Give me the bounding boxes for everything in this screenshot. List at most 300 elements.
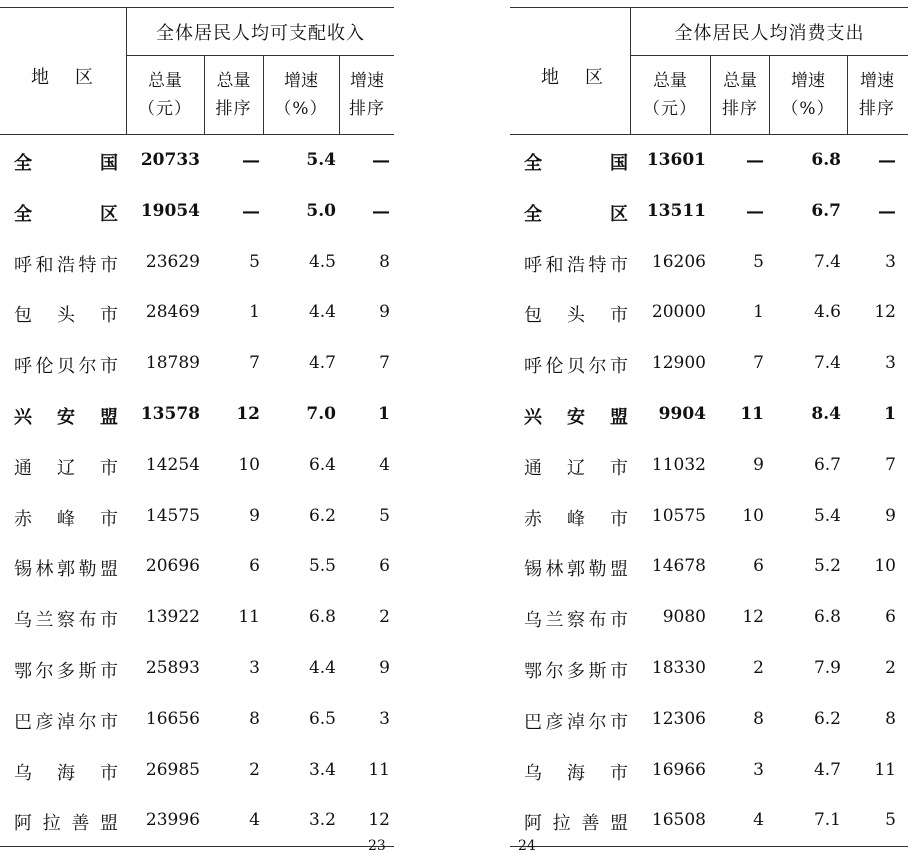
region-name-char: 头 (57, 305, 75, 327)
region-name-char: 峰 (567, 508, 585, 530)
region-name-char: 全 (524, 203, 542, 225)
col-header-line2: 排序 (349, 99, 385, 119)
col-header-growth (770, 56, 846, 134)
table-row (510, 287, 908, 338)
region-name-char: 多 (57, 660, 75, 682)
region-name (524, 403, 628, 429)
region-name-char: 乌 (524, 610, 542, 632)
table-body (510, 135, 908, 846)
value-total: 14254 (145, 454, 200, 475)
value-growth-rank: 3 (885, 353, 896, 374)
region-name-char: 多 (567, 660, 585, 682)
col-header-line1: 总量 (723, 71, 757, 91)
region-name-char: 盟 (609, 813, 628, 835)
table-row (0, 389, 394, 440)
region-name (524, 454, 628, 480)
region-name (524, 251, 628, 277)
region-name-char: 安 (567, 406, 585, 428)
value-growth: 4.7 (813, 759, 841, 780)
region-name-char: 兴 (14, 406, 32, 428)
table-header (0, 8, 394, 135)
col-header-line2: （元） (643, 99, 697, 119)
table-row (0, 795, 394, 846)
value-growth-rank: — (372, 150, 390, 171)
region-name-char: 贝 (567, 356, 585, 378)
value-growth-rank: — (878, 200, 896, 222)
region-name (524, 505, 628, 531)
col-header-line1: 增速 (860, 71, 894, 91)
table-row (0, 135, 394, 186)
region-name (14, 809, 118, 835)
right-page (510, 0, 914, 862)
region-name-char: 和 (545, 254, 564, 276)
value-rank: 6 (753, 556, 764, 577)
value-growth: 7.0 (306, 403, 336, 424)
value-growth-rank: 6 (885, 607, 896, 628)
region-name (14, 149, 118, 175)
region-name-char: 全 (14, 203, 32, 225)
region-name-char: 盟 (610, 406, 628, 428)
region-name (524, 809, 628, 835)
value-total: 13578 (140, 403, 200, 424)
value-growth: 4.4 (308, 302, 336, 323)
value-growth: 6.4 (308, 454, 336, 475)
region-name-char: 市 (100, 610, 118, 632)
region-name-char: 乌 (14, 762, 32, 784)
value-rank: 12 (236, 403, 260, 424)
region-name-char: 市 (610, 305, 628, 327)
value-total: 9904 (658, 403, 706, 424)
region-name-char: 浩 (57, 254, 75, 276)
value-growth: 8.4 (811, 403, 841, 424)
region-name-char: 赤 (524, 508, 542, 530)
value-rank: 10 (742, 505, 764, 526)
value-growth: 6.8 (308, 607, 336, 628)
region-name-char: 辽 (57, 457, 75, 479)
left-page (0, 0, 400, 862)
value-growth: 3.4 (308, 759, 336, 780)
value-growth-rank: 5 (379, 505, 390, 526)
value-growth: 4.5 (308, 251, 336, 272)
value-total: 13511 (646, 200, 706, 221)
region-name-char: 彦 (35, 711, 54, 733)
region-name-char: 巴 (14, 711, 32, 733)
region-name-char: 兰 (35, 610, 54, 632)
table-row (510, 643, 908, 694)
value-total: 13922 (145, 607, 200, 628)
region-name-char: 市 (610, 457, 628, 479)
value-growth: 4.6 (813, 302, 841, 323)
col-header-total (631, 56, 709, 134)
region-name-char: 尔 (588, 356, 607, 378)
region-name-char: 呼 (524, 356, 542, 378)
table-row (0, 541, 394, 592)
value-growth-rank: 11 (874, 759, 896, 780)
table-row (510, 135, 908, 186)
value-growth-rank: 7 (379, 353, 390, 374)
table-row (510, 541, 908, 592)
region-name-char: 通 (14, 457, 32, 479)
region-name (524, 708, 628, 734)
value-rank: 6 (249, 556, 260, 577)
region-name-char: 兴 (524, 406, 542, 428)
value-growth: 4.7 (308, 353, 336, 374)
region-name-char: 尔 (78, 356, 97, 378)
col-header-line2: （元） (138, 99, 192, 119)
value-growth-rank: 2 (379, 607, 390, 628)
page-number: 24 (518, 838, 536, 854)
value-growth: 6.2 (813, 708, 841, 729)
table-row (0, 186, 394, 237)
region-name-char: 包 (524, 305, 542, 327)
region-name-char: 勒 (588, 559, 607, 581)
table-row (510, 440, 908, 491)
table-header (510, 8, 908, 135)
value-rank: 4 (249, 810, 260, 831)
value-growth: 4.4 (308, 657, 336, 678)
value-growth: 7.4 (813, 251, 841, 272)
region-name-char: 善 (71, 813, 90, 835)
value-total: 20696 (145, 556, 200, 577)
table-row (510, 592, 908, 643)
value-growth: 3.2 (308, 810, 336, 831)
col-header-rank (711, 56, 769, 134)
value-growth: 5.5 (308, 556, 336, 577)
region-name-char: 辽 (567, 457, 585, 479)
table-row (0, 338, 394, 389)
table-row (0, 745, 394, 796)
value-total: 20000 (651, 302, 706, 323)
region-name (14, 454, 118, 480)
value-rank: 9 (249, 505, 260, 526)
value-rank: 11 (238, 607, 260, 628)
value-growth: 7.1 (813, 810, 841, 831)
value-growth: 6.7 (811, 200, 841, 221)
region-name-char: 市 (100, 762, 118, 784)
region-name-char: 呼 (524, 254, 542, 276)
region-name (524, 759, 628, 785)
value-growth-rank: 7 (885, 454, 896, 475)
value-growth-rank: — (372, 200, 390, 222)
region-name-char: 特 (588, 254, 607, 276)
value-total: 26985 (145, 759, 200, 780)
col-header-line2: 排序 (859, 99, 895, 119)
region-name-char: 市 (610, 762, 628, 784)
region-name (14, 657, 118, 683)
value-total: 19054 (140, 200, 200, 221)
region-name-char: 尔 (78, 711, 97, 733)
region-name-char: 彦 (545, 711, 564, 733)
region-name (524, 352, 628, 378)
region-name (14, 200, 118, 226)
value-rank: 1 (753, 302, 764, 323)
region-name-char: 市 (100, 508, 118, 530)
value-growth-rank: 9 (379, 657, 390, 678)
region-name (14, 708, 118, 734)
value-rank: 5 (249, 251, 260, 272)
region-name-char: 市 (610, 508, 628, 530)
col-header-line1: 增速 (350, 71, 384, 91)
value-growth-rank: 6 (379, 556, 390, 577)
region-name-char: 浩 (567, 254, 585, 276)
page-number: 23 (368, 838, 386, 854)
region-name-char: 市 (610, 711, 628, 733)
region-name-char: 市 (610, 660, 628, 682)
value-total: 18789 (145, 353, 200, 374)
value-total: 12306 (651, 708, 706, 729)
value-rank: — (242, 150, 260, 171)
col-header-line1: 增速 (284, 71, 318, 91)
region-name-char: 市 (610, 254, 628, 276)
region-name-char: 阿 (14, 813, 32, 835)
value-rank: 10 (238, 454, 260, 475)
region-name-char: 察 (567, 610, 585, 632)
value-rank: 11 (740, 403, 764, 424)
region-name (524, 149, 628, 175)
region-header: 地区 (31, 67, 119, 88)
region-name-char: 善 (581, 813, 600, 835)
value-total: 11032 (651, 454, 706, 475)
region-name-char: 林 (545, 559, 564, 581)
table-body (0, 135, 394, 846)
value-growth: 6.7 (813, 454, 841, 475)
region-name (524, 555, 628, 581)
value-rank: — (746, 150, 764, 171)
value-growth-rank: 3 (379, 708, 390, 729)
region-header: 地区 (541, 67, 629, 88)
region-name-char: 布 (78, 610, 97, 632)
region-name (14, 251, 118, 277)
region-name-char: 国 (610, 153, 628, 174)
value-rank: 7 (249, 353, 260, 374)
value-rank: 8 (249, 708, 260, 729)
value-growth: 5.0 (306, 200, 336, 221)
consumption-table (510, 7, 908, 847)
region-name (14, 606, 118, 632)
region-name-char: 呼 (14, 356, 32, 378)
region-name-char: 兰 (545, 610, 564, 632)
region-name (14, 555, 118, 581)
value-rank: 9 (753, 454, 764, 475)
col-header-line2: （%） (781, 99, 835, 119)
region-name-char: 盟 (100, 559, 118, 581)
region-name-char: 市 (610, 356, 628, 378)
value-total: 13601 (646, 150, 706, 170)
region-name-char: 斯 (588, 660, 607, 682)
region-name-char: 盟 (99, 813, 118, 835)
region-name (14, 352, 118, 378)
table-row (0, 694, 394, 745)
value-total: 12900 (651, 353, 706, 374)
value-total: 20733 (140, 150, 200, 170)
value-growth: 6.8 (813, 607, 841, 628)
value-growth: 6.2 (308, 505, 336, 526)
table-row (510, 186, 908, 237)
value-total: 16206 (651, 251, 706, 272)
value-rank: 7 (753, 353, 764, 374)
value-growth-rank: 10 (874, 556, 896, 577)
table-row (0, 592, 394, 643)
value-growth: 5.2 (813, 556, 841, 577)
table-row (0, 237, 394, 288)
region-name-char: 市 (610, 610, 628, 632)
region-name-char: 市 (100, 711, 118, 733)
region-name-char: 国 (100, 153, 118, 174)
value-growth-rank: 3 (885, 251, 896, 272)
region-name (524, 301, 628, 327)
value-rank: 12 (742, 607, 764, 628)
region-name-char: 乌 (524, 762, 542, 784)
value-total: 25893 (145, 657, 200, 678)
value-rank: 2 (249, 759, 260, 780)
region-name-char: 巴 (524, 711, 542, 733)
region-name-char: 勒 (78, 559, 97, 581)
region-name-char: 伦 (35, 356, 54, 378)
col-header-line1: 增速 (791, 71, 825, 91)
value-rank: 5 (753, 251, 764, 272)
group-title: 全体居民人均消费支出 (631, 8, 908, 56)
col-header-growth-rank (848, 56, 906, 134)
table-row (510, 694, 908, 745)
region-name-char: 通 (524, 457, 542, 479)
value-growth-rank: 1 (884, 403, 896, 424)
region-name-char: 郭 (57, 559, 75, 581)
region-name-char: 市 (100, 660, 118, 682)
region-name-char: 乌 (14, 610, 32, 632)
col-header-line2: 排序 (215, 99, 252, 119)
value-growth-rank: 2 (885, 657, 896, 678)
table-row (0, 440, 394, 491)
region-name-char: 市 (100, 254, 118, 276)
region-name-char: 全 (524, 153, 542, 174)
value-rank: 4 (753, 810, 764, 831)
region-name-char: 市 (100, 457, 118, 479)
region-name-char: 赤 (14, 508, 32, 530)
region-name-char: 尔 (35, 660, 54, 682)
region-name-char: 和 (35, 254, 54, 276)
region-name-char: 海 (57, 762, 75, 784)
value-growth-rank: — (878, 150, 896, 171)
table-row (510, 389, 908, 440)
table-row (510, 795, 908, 846)
value-total: 23996 (145, 810, 200, 831)
region-name-char: 尔 (588, 711, 607, 733)
value-total: 16656 (145, 708, 200, 729)
region-name-char: 呼 (14, 254, 32, 276)
value-rank: 2 (753, 657, 764, 678)
value-growth-rank: 12 (874, 302, 896, 323)
region-name-char: 市 (100, 305, 118, 327)
region-name-char: 尔 (545, 660, 564, 682)
value-growth: 6.5 (308, 708, 336, 729)
value-growth-rank: 1 (378, 403, 390, 424)
table-row (510, 491, 908, 542)
value-growth-rank: 9 (379, 302, 390, 323)
col-header-rank (205, 56, 262, 134)
value-growth-rank: 8 (379, 251, 390, 272)
table-row (510, 338, 908, 389)
region-name-char: 市 (100, 356, 118, 378)
region-name-char: 锡 (14, 559, 32, 581)
value-total: 16508 (651, 810, 706, 831)
region-name (14, 301, 118, 327)
value-growth: 7.4 (813, 353, 841, 374)
value-growth: 7.9 (813, 657, 841, 678)
value-total: 18330 (651, 657, 706, 678)
region-name-char: 安 (57, 406, 75, 428)
value-growth-rank: 5 (885, 810, 896, 831)
value-total: 23629 (145, 251, 200, 272)
value-growth-rank: 11 (368, 759, 390, 780)
region-name-char: 贝 (57, 356, 75, 378)
income-table (0, 7, 394, 847)
value-growth-rank: 8 (885, 708, 896, 729)
region-name-char: 淖 (567, 711, 585, 733)
region-name-char: 伦 (545, 356, 564, 378)
value-total: 28469 (145, 302, 200, 323)
region-name-char: 斯 (78, 660, 97, 682)
region-name-char: 盟 (610, 559, 628, 581)
table-row (0, 491, 394, 542)
value-total: 16966 (651, 759, 706, 780)
region-name-char: 包 (14, 305, 32, 327)
value-rank: 8 (753, 708, 764, 729)
col-header-line1: 总量 (216, 71, 251, 91)
region-name-char: 林 (35, 559, 54, 581)
value-growth: 5.4 (813, 505, 841, 526)
value-rank: — (242, 200, 260, 222)
value-rank: 3 (249, 657, 260, 678)
region-name-char: 特 (78, 254, 97, 276)
value-total: 10575 (651, 505, 706, 526)
region-name-char: 头 (567, 305, 585, 327)
region-name-char: 阿 (524, 813, 542, 835)
region-name-char: 鄂 (524, 660, 542, 682)
region-name-char: 峰 (57, 508, 75, 530)
group-title: 全体居民人均可支配收入 (127, 8, 394, 56)
table-row (0, 287, 394, 338)
region-name-char: 全 (14, 153, 32, 174)
value-rank: — (746, 200, 764, 222)
col-header-line1: 总量 (148, 71, 182, 91)
region-name-char: 区 (610, 203, 628, 225)
value-total: 14575 (145, 505, 200, 526)
region-name (14, 759, 118, 785)
region-name-char: 察 (57, 610, 75, 632)
region-name (524, 657, 628, 683)
value-total: 9080 (662, 607, 706, 628)
region-name (524, 200, 628, 226)
col-header-line2: 排序 (722, 99, 758, 119)
col-header-line1: 总量 (653, 71, 687, 91)
value-growth-rank: 9 (885, 505, 896, 526)
col-header-growth (264, 56, 338, 134)
col-header-line2: （%） (274, 99, 328, 119)
region-name-char: 区 (100, 203, 118, 225)
region-name-char: 盟 (100, 406, 118, 428)
value-growth: 5.4 (306, 150, 336, 170)
region-name-char: 郭 (567, 559, 585, 581)
region-name-char: 锡 (524, 559, 542, 581)
region-name (14, 403, 118, 429)
region-name-char: 海 (567, 762, 585, 784)
region-name-char: 淖 (57, 711, 75, 733)
col-header-growth-rank (340, 56, 394, 134)
value-growth-rank: 4 (379, 454, 390, 475)
value-growth: 6.8 (811, 150, 841, 170)
value-total: 14678 (651, 556, 706, 577)
table-row (0, 643, 394, 694)
